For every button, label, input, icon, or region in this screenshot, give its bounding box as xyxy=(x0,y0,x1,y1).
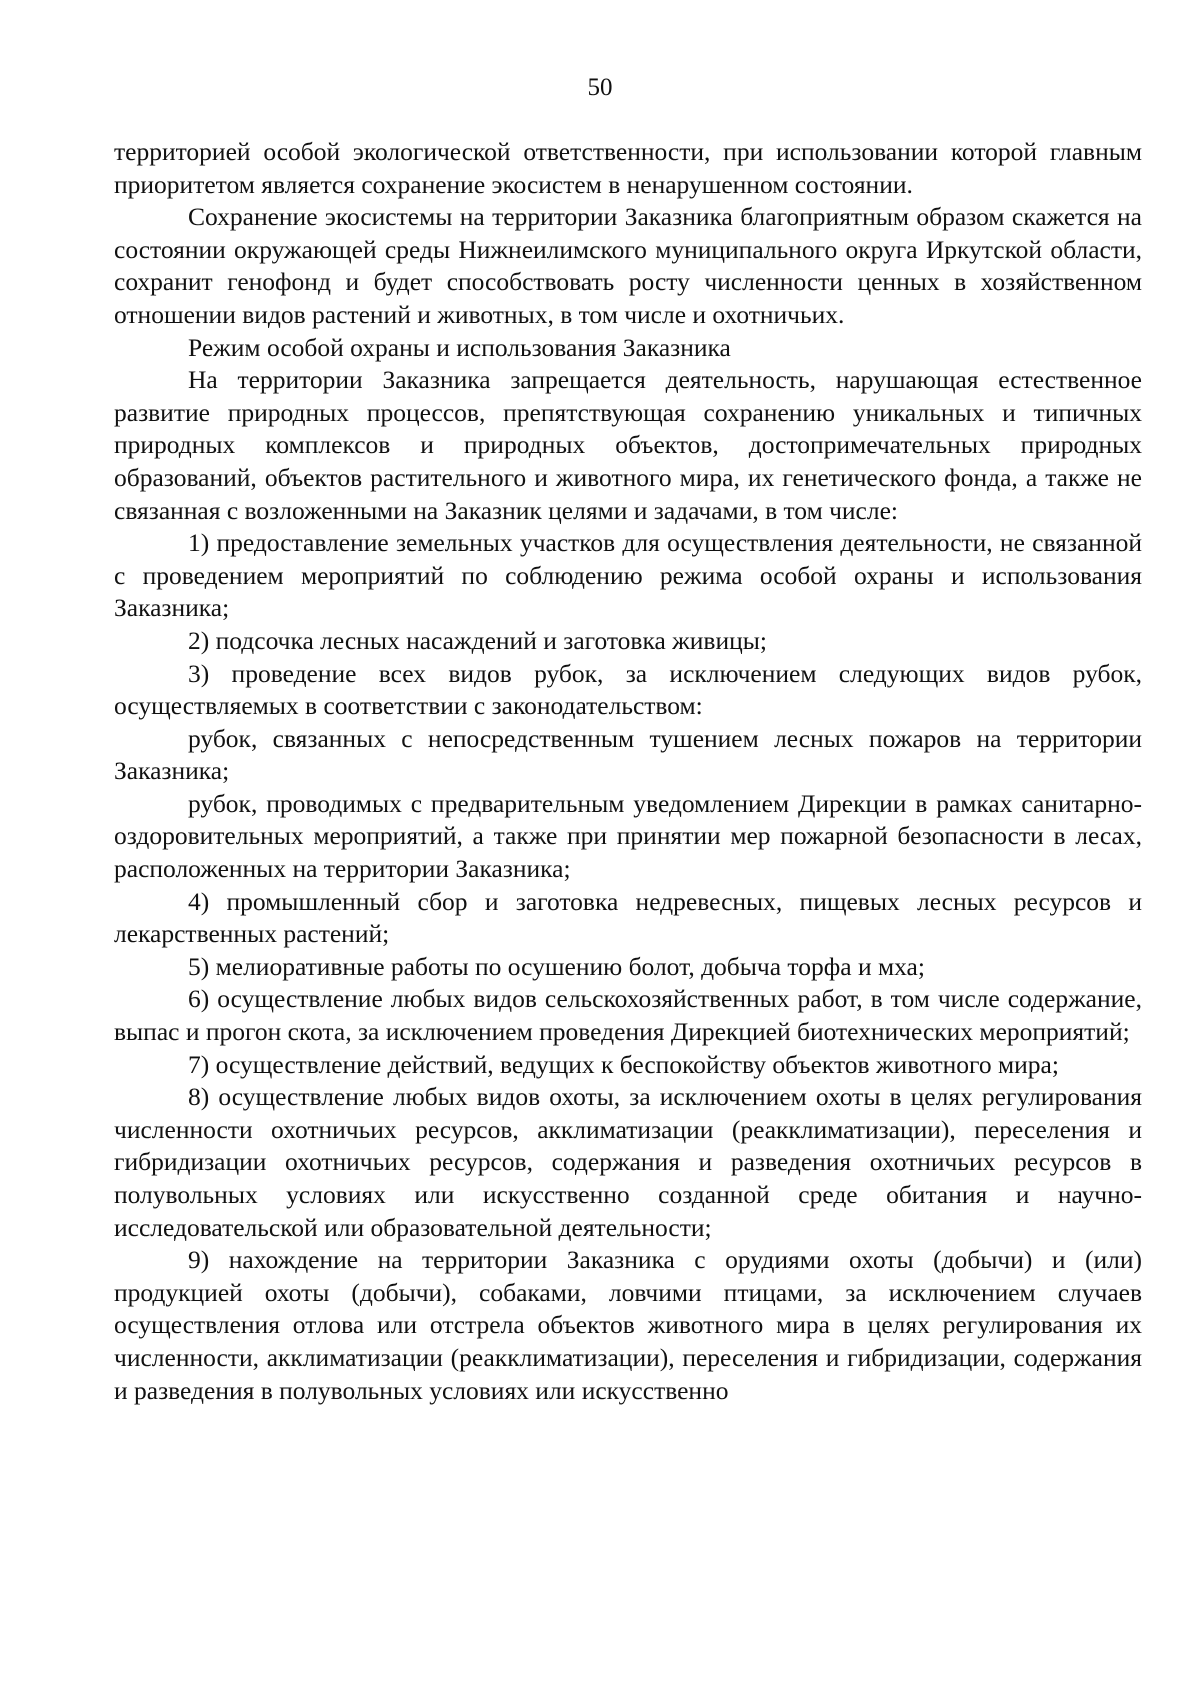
list-item-9: 9) нахождение на территории Заказника с орудиями охоты (добычи) и (или) продукцией охоты (добычи), собаками, ловчими птицами, за исключением случаев осуществления отлова или отстрела объектов животного мира в целях регулирования их численности, акклиматизации (реакклиматизации), переселения и гибридизации, содержания и разведения в полувольных условиях или искусственно xyxy=(114,1245,1142,1405)
list-item-2: 2) подсочка лесных насаждений и заготовка живицы; xyxy=(188,625,767,655)
list-item-4: 4) промышленный сбор и заготовка недревесных, пищевых лесных ресурсов и лекарственных растений; xyxy=(114,886,1142,949)
list-item-5: 5) мелиоративные работы по осушению болот, добыча торфа и мха; xyxy=(188,951,925,981)
list-item-7: 7) осуществление действий, ведущих к беспокойству объектов животного мира; xyxy=(188,1049,1059,1079)
document-body xyxy=(114,136,1142,1407)
paragraph-prohibited-activities: На территории Заказника запрещается деятельность, нарушающая естественное развитие природных процессов, препятствующая сохранению уникальных и типичных природных комплексов и природных объектов, достопримечательных природных образований, объектов растительного и животного мира, их генетического фонда, а также не связанная с возложенными на Заказник целями и задачами, в том числе: xyxy=(114,365,1142,525)
list-item-1: 1) предоставление земельных участков для осуществления деятельности, не связанной с проведением мероприятий по соблюдению режима особой охраны и использования Заказника; xyxy=(114,528,1142,623)
list-item-8: 8) осуществление любых видов охоты, за исключением охоты в целях регулирования численности охотничьих ресурсов, акклиматизации (реакклиматизации), переселения и гибридизации охотничьих ресурсов, содержания и разведения охотничьих ресурсов в полувольных условиях или искусственно созданной среде обитания и научно-исследовательской или образовательной деятельности; xyxy=(114,1082,1142,1242)
list-item-3-sub-sanitary: рубок, проводимых с предварительным уведомлением Дирекции в рамках санитарно-оздоровительных мероприятий, а также при принятии мер пожарной безопасности в лесах, расположенных на территории Заказника; xyxy=(114,788,1142,884)
section-heading-protection-regime: Режим особой охраны и использования Заказника xyxy=(188,332,731,362)
paragraph-continuation: территорией особой экологической ответственности, при использовании которой главным приоритетом является сохранение экосистем в ненарушенном состоянии. xyxy=(114,137,1142,199)
list-item-3-sub-fire: рубок, связанных с непосредственным тушением лесных пожаров на территории Заказника; xyxy=(114,723,1142,786)
paragraph-ecosystem-preservation: Сохранение экосистемы на территории Заказника благоприятным образом скажется на состоянии окружающей среды Нижнеилимского муниципального округа Иркутской области, сохранит генофонд и будет способствовать росту численности ценных в хозяйственном отношении видов растений и животных, в том числе и охотничьих. xyxy=(114,202,1142,329)
list-item-6: 6) осуществление любых видов сельскохозяйственных работ, в том числе содержание, выпас и прогон скота, за исключением проведения Дирекцией биотехнических мероприятий; xyxy=(114,984,1142,1047)
page-number: 50 xyxy=(587,74,613,101)
list-item-3: 3) проведение всех видов рубок, за исключением следующих видов рубок, осуществляемых в соответствии с законодательством: xyxy=(114,658,1142,721)
